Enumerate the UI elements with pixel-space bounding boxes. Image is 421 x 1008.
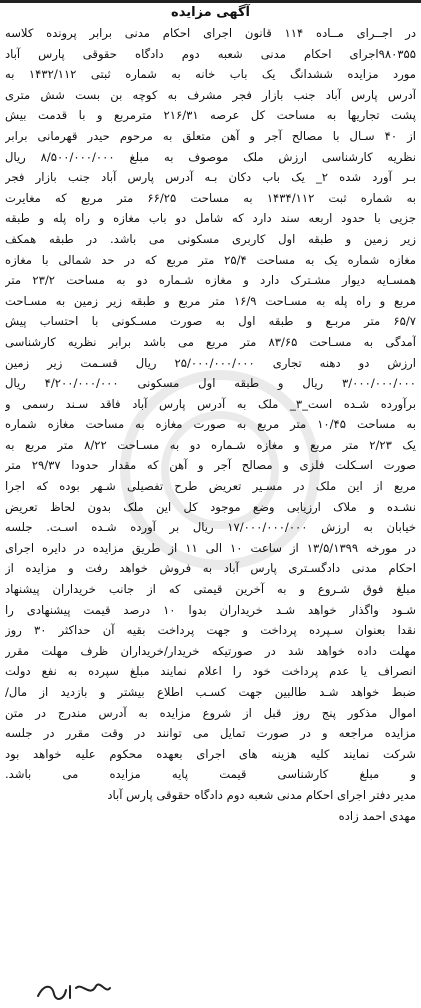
notice-line: مربع از این ملک در مسـیر تعریض طرح تفصیلی شـهر بوده که اجرا bbox=[5, 479, 416, 494]
notice-line: به مساحت ۱۰/۴۵ متر مربع به صورت مغازه به مساحت مغازه شماره bbox=[5, 417, 416, 432]
notice-line: زیر زمین و طبقه اول کاربری مسکونی می باشد. در طبقه همکف bbox=[5, 231, 416, 246]
notice-line: جزیی با حدود اربعه سند دارد که شامل دو باب مغازه و راه پله و طبقه bbox=[5, 211, 416, 226]
notice-line: در اجــرای مــاده ۱۱۴ قانون اجرای احکام مدنی برابر پرونده کلاسه bbox=[5, 26, 416, 40]
notice-line: یک ۲/۲۳ متر مربع و مغازه شـماره دو به مسـاحت ۸/۲۲ متر مربع به bbox=[5, 437, 416, 452]
notice-line: نظریه کارشناسی ارزش ملک موصوف به مبلغ ۸/۵۰۰/۰۰۰/۰۰۰ ریال bbox=[5, 149, 416, 164]
notice-line: نقدا بعنوان سـپرده پرداخت و جهت پرداخت بقیه آن حداکثر ۳۰ روز bbox=[5, 623, 416, 638]
notice-line: خیابان به ارزش ۱۷/۰۰۰/۰۰۰/۰۰۰ ریال بر آورده شـده اسـت. جلسه bbox=[5, 520, 416, 535]
notice-line: مربع و راه پله به مسـاحت ۱۶/۹ متر مربع و طبقه زیر زمین به مسـاحت bbox=[5, 293, 416, 308]
notice-line: انصراف یا عدم پرداخت خود را اعلام نمایند مبلغ سپرده به نفع دولت bbox=[5, 664, 416, 679]
notice-line: ارزش دو دهنه تجاری ۲۵/۰۰۰/۰۰۰/۰۰۰ ریال قسـمت زیر زمین bbox=[5, 355, 416, 370]
notice-line: شرکت نمایند کلیه هزینه های اجرای بعهده محکوم علیه خواهد بود bbox=[5, 746, 416, 761]
notice-line: شـود واگذار خواهد شـد خریداران بدوا ۱۰ درصد قیمت پیشنهادی را bbox=[5, 602, 416, 617]
notice-line: مهلت داده خواهد شد در صورتیکه خریدار/خریداران ظرف مهلت مقرر bbox=[5, 643, 416, 658]
notice-line: مورد مزایده ششدانگ یک باب خانه به شماره ثبتی ۱۴۳۲/۱۱۲ به bbox=[5, 67, 416, 82]
notice-line: اموال مذکور پنج روز قبل از شروع مزایده به آدرس مندرج در متن bbox=[5, 705, 416, 720]
notice-line: ۹۸۰۳۵۵اجرای احکام مدنی شعبه دوم دادگاه حقوقی پارس آباد bbox=[5, 46, 416, 61]
notice-line: آدرس پارس آباد جنب بازار فجر مشرف به کوچه بن بست شش متری bbox=[5, 87, 416, 102]
notice-line: در مورخه ۱۳/۵/۱۳۹۹ از ساعت ۱۰ الی ۱۱ از طریق مزایده در دایره اجرای bbox=[5, 540, 416, 555]
notice-body bbox=[5, 23, 416, 785]
notice-title: آگهی مزایده bbox=[171, 5, 250, 20]
signature-office: مدیر دفتر اجرای احکام مدنی شعبه دوم دادگاه حقوقی پارس آباد bbox=[107, 787, 416, 802]
signature-block bbox=[5, 785, 416, 826]
notice-line: ۶۵/۷ متر مربـع و طبقه اول به صورت مسـکونی با احتساب پیش bbox=[5, 314, 416, 329]
notice-line: آمدگی به مسـاحت ۸۳/۶۵ متر مربع می باشد برابر نظریه کارشناسی bbox=[5, 334, 416, 349]
notice-line: مزایده مراجعه و در صورت تمایل می توانند در وقت مقرر در جلسه bbox=[5, 726, 416, 741]
notice-line: نشـده و ملاک ارزیابی وضع موجود کل این ملک بدون لحاظ تعریض bbox=[5, 499, 416, 514]
notice-line: بـر آورد شده ۲_ یک باب دکان بـه آدرس پارس آباد جنب بازار فجر bbox=[5, 170, 416, 185]
notice-line: پشت تجاریها به مساحت کل عرصه ۲۱۶/۳۱ مترمربع و با قدمت بیش bbox=[5, 108, 416, 123]
notice-line: مبلغ فوق شـروع و به آخرین قیمتی که از جانب خریداران پیشنهاد bbox=[5, 582, 416, 597]
notice-line: و مبلغ کارشناسی قیمت پایه مزایده می باشد. bbox=[5, 767, 416, 782]
notice-line: از ۴۰ سـال با مصالح آجر و آهن متعلق به مرحوم حیدر قهرمانی برابر bbox=[5, 128, 416, 143]
notice-line: ضبط خواهد شـد طالبین جهت کسـب اطلاع بیشتر و بازدید از مال/ bbox=[5, 685, 416, 699]
notice-line: مغازه شماره یک به مساحت ۲۵/۴ متر مربع که در حد شمالی با مغازه bbox=[5, 252, 416, 267]
notice-line: به شماره ثبت ۱۴۳۴/۱۱۲ به مساحت ۶۶/۲۵ متر مربع که مغایرت bbox=[5, 190, 416, 205]
notice-line: برآورده شـده است_۳_ ملک به آدرس پارس آباد فاقد سـند رسمی و bbox=[5, 396, 416, 411]
notice-line: احکام مدنی دادگسـتری پارس آباد به فروش خواهد رفت و مزایده از bbox=[5, 561, 416, 576]
top-divider bbox=[0, 0, 421, 3]
notice-line: همسـایه دیوار مشـترک دارد و مغازه شـماره دو به مساحت ۲۳/۲ متر bbox=[5, 273, 416, 288]
handwritten-mark bbox=[34, 978, 114, 1004]
notice-line: صورت اسـکلت فلزی و مصالح آجر و آهن که مقدار حدودا ۲۹/۳۷ متر bbox=[5, 458, 416, 473]
notice-line: ۳/۰۰۰/۰۰۰/۰۰۰ ریال و طبقه اول مسکونی ۴/۲۰۰/۰۰۰/۰۰۰ ریال bbox=[5, 376, 416, 391]
signature-name: مهدی احمد زاده bbox=[338, 808, 416, 823]
